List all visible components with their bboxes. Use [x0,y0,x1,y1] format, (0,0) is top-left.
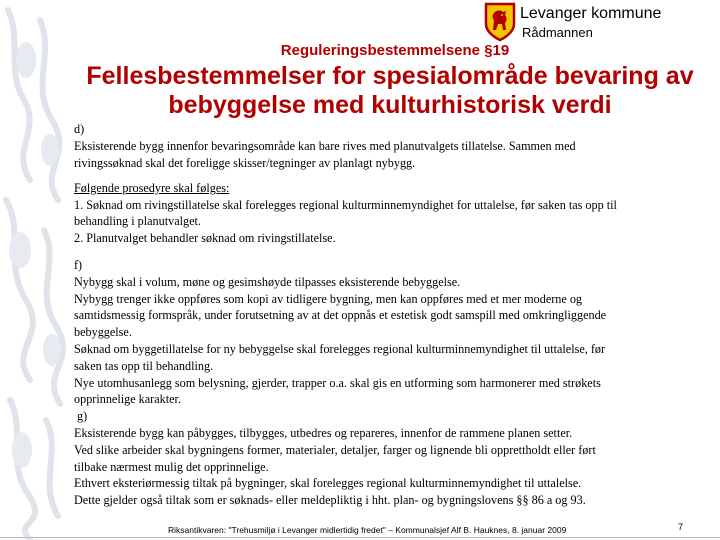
text-line: Eksisterende bygg kan påbygges, tilbygges, utbedres og repareres, innenfor de rammene planen setter. [74,426,573,441]
department-name: Rådmannen [522,25,593,40]
footer-divider [0,537,720,538]
slide-title [60,62,720,120]
text-line: 2. Planutvalget behandler søknad om rivingstillatelse. [74,231,336,246]
header [484,2,720,42]
text-line: Nybygg trenger ikke oppføres som kopi av tidligere bygning, men kan oppføres med et mer moderne og [74,291,583,306]
text-line: Eksisterende bygg innenfor bevaringsområde kan bare rives med planutvalgets tillatelse. Sammen med [74,138,576,153]
page-number: 7 [678,522,684,532]
clause-label-d: d) [74,122,85,136]
text-line: Nybygg skal i volum, møne og gesimshøyde tilpasses eksisterende bebyggelse. [74,274,461,289]
text-line: Søknad om byggetillatelse for ny bebyggelse skal forelegges regional kulturminnemyndighet til uttalelse, før [74,342,606,357]
text-line: Nye utomhusanlegg som belysning, gjerder, trapper o.a. skal gis en utforming som harmonerer med strøkets [74,375,601,390]
text-line: bebyggelse. [74,325,132,340]
text-line: Ethvert eksteriørmessig tiltak på bygninger, skal forelegges regional kulturminnemyndighet til uttalelse. [74,476,582,491]
text-line: rivingssøknad skal det foreligge skisser/tegninger av planlagt nybygg. [74,155,416,170]
text-line: behandling i planutvalget. [74,214,201,229]
text-line: saken tas opp til behandling. [74,358,214,373]
lion-crest-icon [484,2,516,42]
text-line: Dette gjelder også tiltak som er søknads- eller meldepliktig i hht. plan- og bygningslovens §§ 86 a og 93. [74,493,586,508]
title-line: Fellesbestemmelser for spesialområde bevaring av [86,62,694,90]
text-line: Ved slike arbeider skal bygningens former, materialer, detaljer, farger og lignende bli opprettholdt eller ført [74,442,596,457]
clause-label-g: g) [74,409,88,424]
text-line: samtidsmessig formspråk, under forutsetning av at det oppnås et estetisk godt samspill med omkringliggende [74,308,607,323]
procedure-heading: Følgende prosedyre skal følges: [74,180,230,195]
organization-name: Levanger kommune [520,5,662,22]
body-text [74,121,702,509]
footer-citation: Riksantikvaren: "Trehusmiljø i Levanger midlertidig fredet" – Kommunalsjef Alf B. Hauknes, 8. januar 2009 [168,525,567,535]
text-line: opprinnelige karakter. [74,392,181,407]
section-reference: Reguleringsbestemmelsene §19 [280,42,510,59]
text-line: tilbake nærmest mulig det opprinnelige. [74,459,269,474]
title-line: bebyggelse med kulturhistorisk verdi [168,91,612,119]
text-line: 1. Søknad om rivingstillatelse skal forelegges regional kulturminnemyndighet for uttalelse, før saken tas opp til [74,197,617,212]
clause-label-f: f) [74,258,83,273]
